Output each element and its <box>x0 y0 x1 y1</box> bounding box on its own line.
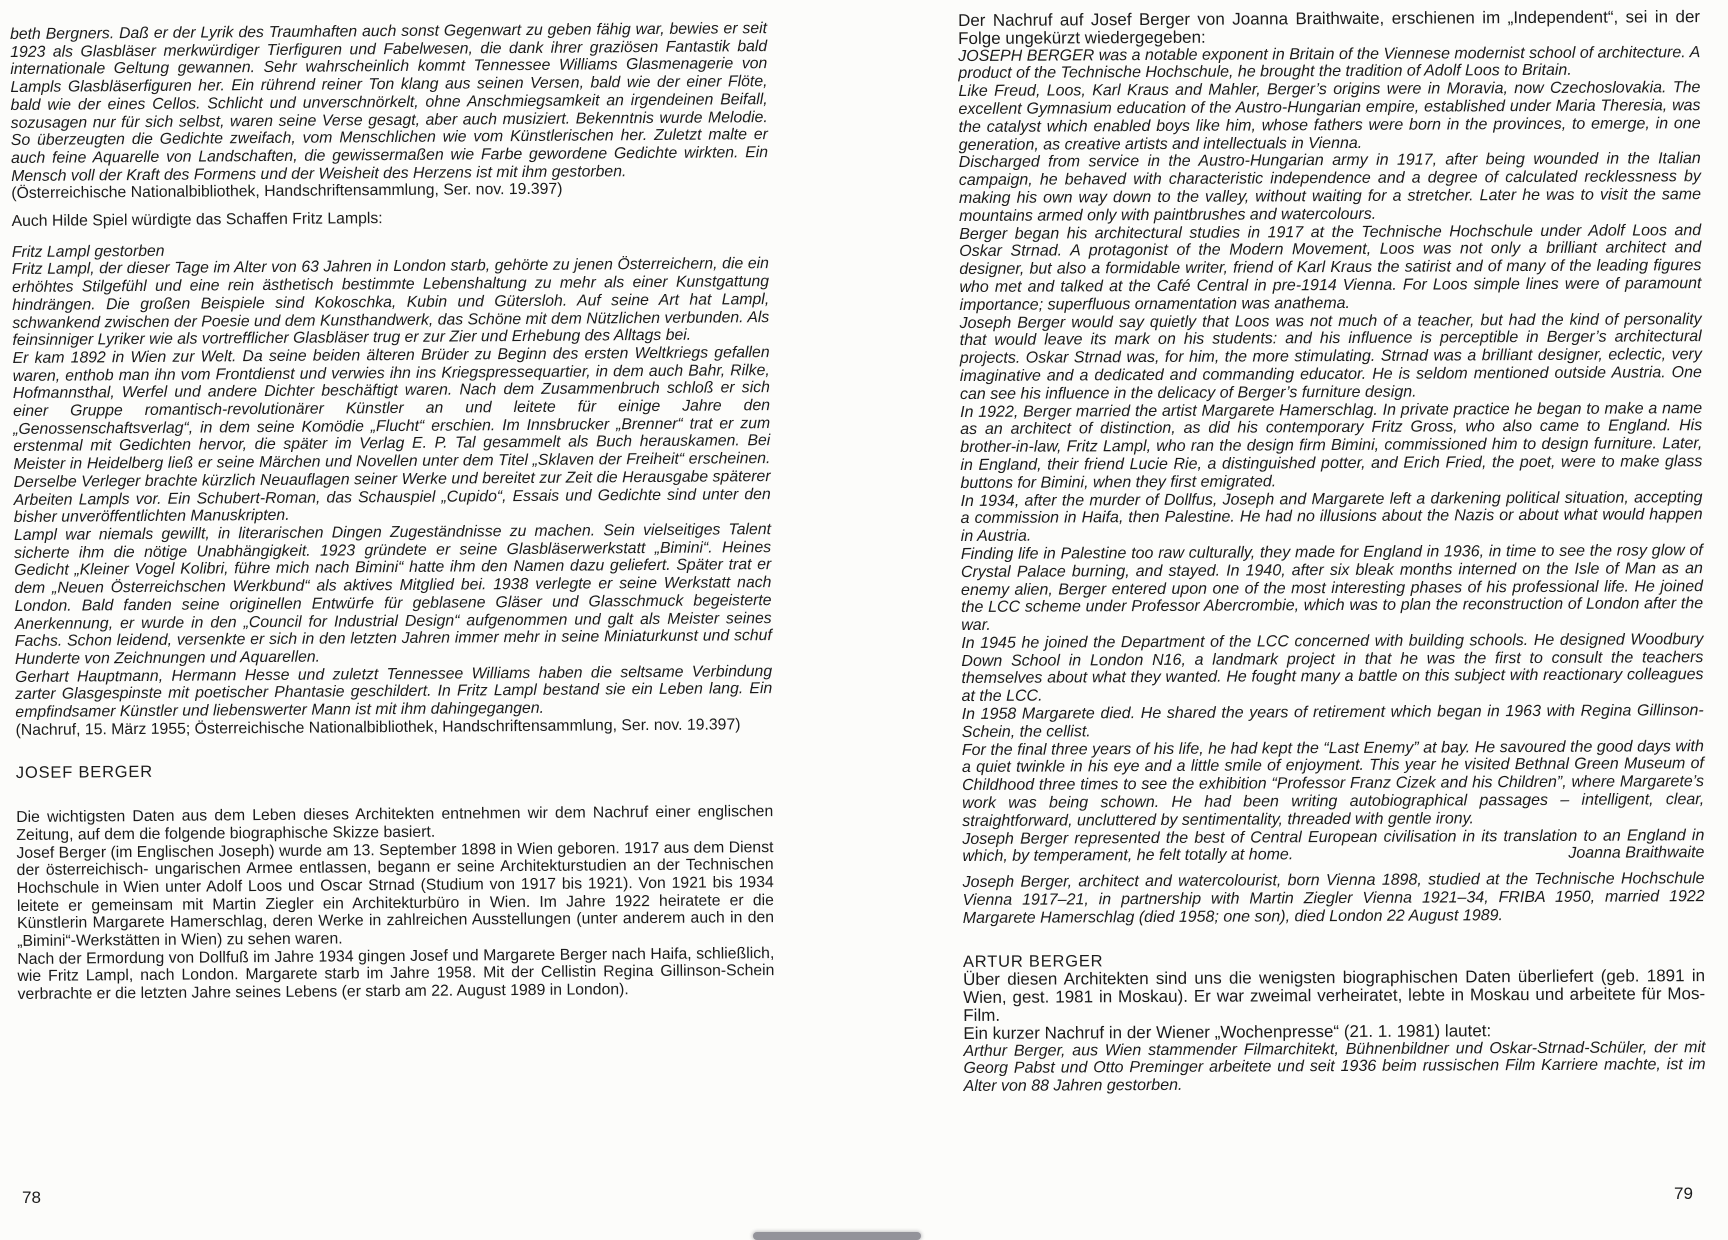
lampl-obituary-paragraph: Gerhart Hauptmann, Hermann Hesse und zuletzt Tennessee Williams haben die seltsame Verbindung zarter Glasgespinste mit poetischer Phantasie geschildert. In Fritz Lampl bestand sie ein Leben lang. Ein empfindsamer Künstler und liebenswerter Mann ist mit ihm dahingegangen. <box>15 662 773 721</box>
berger-obituary-paragraph: In 1922, Berger married the artist Margarete Hamerschlag. In private practice he began to make a name as an architect of distinction, as did his contemporary Fritz Gross, who also came to England. His brother-in-law, Fritz Lampl, who ran the design firm Bimini, commissioned him to design furniture. Later, in England, their friend Lucie Rie, a distinguished potter, and Erich Fried, the poet, were to make glass buttons for Bimini, when they first emigrated. <box>960 399 1703 492</box>
berger-bio-note: Joseph Berger, architect and watercolourist, born Vienna 1898, studied at the Technische Hochschule Vienna 1917–21, in partnership with Martin Ziegler Vienna 1921–34, FRIBA 1950, married 1922 Margarete Hamerschlag (died 1958; one son), died London 22 August 1989. <box>962 870 1705 927</box>
berger-obituary-paragraph: JOSEPH BERGER was a notable exponent in Britain of the Viennese modernist school of architecture. A product of the Technische Hochschule, he brought the tradition of Adolf Loos to Britain. <box>958 43 1701 83</box>
lampl-appreciation-paragraph: beth Bergners. Daß er der Lyrik des Traumhaften auch sonst Gegenwart zu geben fähig war, bewies er seit 1923 als Glasbläser merkwürdiger Tierfiguren und Fabelwesen, die dank ihrer graziösen Fantastik bald internationale Geltung gewannen. Sehr wahrscheinlich kommt Tennessee Williams Glasmenagerie von Lampls Glasbläserfiguren her. Ein rührend reiner Ton klang aus seinen Versen, bald wie der einer Flöte, bald wie der eines Cellos. Schlicht und unverschnörkelt, ohne Anschmiegsamkeit an irgendeinen Beifall, sozusagen nur für sich selbst, waren seine Verse gesagt, aber auch musiziert. Bekenntnis wurde Melodie. So überzeugten die Gedichte zweifach, vom Menschlichen wie vom Künstlerischen her. Zuletzt malte er auch feine Aquarelle von Landschaften, die gewissermaßen wie Farbe gewordene Gedichte wirkten. Ein Mensch voll der Kraft des Formens und der Weisheit des Herzens ist mit ihm gestorben. <box>10 20 769 185</box>
hilde-spiel-line: Auch Hilde Spiel würdigte das Schaffen Fritz Lampls: <box>11 210 383 231</box>
berger-obituary-paragraph: Finding life in Palestine too raw culturally, they made for England in 1936, in time to see the rosy glow of Crystal Palace burning, and stayed. In 1940, after six bleak months interned on the Isle of Man as an enemy alien, Berger entered upon one of the most interesting phases of his professional life. He joined the LCC scheme under Professor Abercrombie, which was to plan the reconstruction of London after the war. <box>960 542 1704 635</box>
berger-obituary-paragraph: Berger began his architectural studies in 1917 at the Technische Hochschule under Adolf Loos and Oskar Strnad. A protagonist of the Modern Movement, Loos was not only a brilliant architect and designer, but also a formidable writer, friend of Karl Kraus the satirist and of many of the leading figures who met and talked at the Café Central in pre-1914 Vienna. For Loos simple lines were of paramount importance; superfluous ornamentation was anathema. <box>959 221 1702 314</box>
josef-berger-paragraph: Josef Berger (im Englischen Joseph) wurde am 13. September 1898 in Wien geboren. 1917 aus dem Dienst der österreichisch- ungarischen Armee entlassen, begann er seine Architekturstudien an der Technischen Hochschule in Wien unter Adolf Loos und Oscar Strnad (Studium von 1917 bis 1921). Von 1921 bis 1934 leitete er gemeinsam mit Martin Ziegler ein Architekturbüro in Wien. Im Jahre 1922 heiratete er die Künstlerin Margarete Hamerschlag, deren Werke in zahlreichen Ausstellungen (unter anderem auch in den „Bimini“-Werkstätten in Wien) zu sehen waren. <box>16 838 775 951</box>
berger-obituary-paragraph: Joseph Berger represented the best of Central European civilisation in its translation to an England in which, by temperament, he felt totally at home. <box>962 826 1705 866</box>
lampl-obituary-paragraph: Lampl war niemals gewillt, in literarischen Dingen Zugeständnisse zu machen. Sein vielseitiges Talent sicherte ihm die nötige Unabhängigkeit. 1923 gründete er seine Glasbläserwerkstatt „Bimini“. Heines Gedicht „Kleiner Vogel Kolibri, führe mich nach Bimini“ hatte ihm den Namen dazu geliefert. Später trat er dem „Neuen Österreichschen Werkbund“ als aktives Mitglied bei. 1938 verlegte er seine Werkstatt nach London. Bald fanden seine originellen Entwürfe für geblasene Gläser und Glasschmuck begeisterte Anerkennung, er wurde in den „Council for Industrial Design“ aufgenommen und galt als Meister seines Fachs. Schon leidend, versenkte er sich in den letzten Jahren immer mehr in seine Miniaturkunst und schuf Hunderte von Zeichnungen und Aquarellen. <box>13 521 772 668</box>
berger-obituary-paragraph: For the final three years of his life, he had kept the “Last Enemy” at bay. He savoured the good days with a quiet twinkle in his eye and a little smile of enjoyment. This year he visited Bethnal Green Museum of Childhood three times to see the exhibition “Professor Franz Cizek and his Children”, where Margarete’s work was being schown. He had been writing autobiographical passages – intelligent, clear, straightforward, uncluttered by sentimentality, threaded with gentle irony. <box>961 737 1705 830</box>
spacer <box>963 924 1705 954</box>
josef-berger-heading: JOSEF BERGER <box>15 763 153 783</box>
josef-berger-paragraph: Nach der Ermordung von Dollfuß im Jahre 1934 gingen Josef und Margarete Berger nach Haifa, schließlich, wie Fritz Lampl, nach London. Margarete starb im Jahre 1958. Mit der Cellistin Regina Gillinson-Schein verbrachte er die letzten Jahre seines Lebens (er starb am 22. August 1989 in London). <box>17 944 775 1004</box>
artur-berger-heading: ARTUR BERGER <box>962 951 1104 971</box>
source-citation-1: (Österreichische Nationalbibliothek, Handschriftensammlung, Ser. nov. 19.397) <box>11 180 563 203</box>
artur-berger-paragraph: Ein kurzer Nachruf in der Wiener „Wochenpresse“ (21. 1. 1981) lautet: <box>963 1021 1492 1043</box>
scan-artifact-bar <box>753 1232 921 1240</box>
berger-obituary-paragraph: In 1934, after the murder of Dollfus, Joseph and Margarete left a darkening political situation, accepting a commission in Haifa, then Palestine. He had no illusions about the Nazis or about what would happen in Austria. <box>960 488 1703 546</box>
source-citation-2: (Nachruf, 15. März 1955; Österreichische Nationalbibliothek, Handschriftensammlung, Ser. nov. 19.397) <box>15 716 741 739</box>
page-number-79: 79 <box>1674 1184 1693 1203</box>
page-78-column <box>10 20 775 1004</box>
independent-intro-paragraph: Der Nachruf auf Josef Berger von Joanna Braithwaite, erschienen im „Independent“, sei in der Folge ungekürzt wiedergegeben: <box>957 7 1701 48</box>
berger-obituary-paragraph: Joseph Berger would say quietly that Loos was not much of a teacher, but had the kind of personality that would leave its mark on his students: and his influence is perceptible in Berger’s architectural projects. Oskar Strnad was, for him, the more stimulating. Strnad was a brilliant designer, eclectic, very imaginative and a dedicated and commanding educator. He is seldom mentioned outside Austria. One can see his influence in the delicacy of Berger’s furniture design. <box>959 310 1702 403</box>
page-79-column <box>958 8 1706 1096</box>
berger-obituary-paragraph: In 1945 he joined the Department of the LCC concerned with building schools. He designed Woodbury Down School in London N16, a landmark project in that he was the first to consult the teachers themselves about what they wanted. He fought many a battle on this subject with reactionary colleagues at the LCC. <box>961 630 1704 706</box>
lampl-obituary-title: Fritz Lampl gestorben <box>11 242 165 261</box>
lampl-obituary-paragraph: Fritz Lampl, der dieser Tage im Alter von 63 Jahren in London starb, gehörte zu jenen Österreichern, die ein erhöhtes Stilgefühl und eine rein ästhetisch bestimmte Lebenshaltung zu mehr als einer Kunstgattung hindrängen. Die großen Beispiele sind Kokoschka, Kubin und Gütersloh. Auf seine Art hat Lampl, schwankend zwischen der Poesie und dem Kunsthandwerk, das Schöne mit dem Nützlichen verbunden. Als feinsinniger Lyriker wie als vortrefflicher Glasbläser trug er zur Zier und Erhebung des Alltags bei. <box>11 255 770 350</box>
page-number-78: 78 <box>22 1188 41 1207</box>
lampl-obituary-paragraph: Er kam 1892 in Wien zur Welt. Da seine beiden älteren Brüder zu Beginn des ersten Weltkriegs gefallen waren, enthob man ihn vom Frontdienst und verwies ihn ins Kriegspressequartier, in dem auch Bahr, Rilke, Hofmannsthal, Werfel und andere Dichter beschäftigt waren. Nach dem Zusammenbruch schloß er sich einer Gruppe romantisch-revolutionärer Künstler an und leitete für einige Jahre den „Genossenschaftsverlag“, in dem seine Komödie „Flucht“ erschien. Im Innsbrucker „Brenner“ trat er zum erstenmal mit Gedichten hervor, die später im Verlag E. P. Tal gesammelt als Buch herauskamen. Bei Meister in Heidelberg ließ er seine Märchen und Novellen unter dem Titel „Sklaven der Freiheit“ erscheinen. Derselbe Verleger brachte kürzlich Neuauflagen seiner Werke und bereitet zur Zeit die Herausgabe späterer Arbeiten Lampls vor. Ein Schubert-Roman, das Schauspiel „Cupido“, Essais und Gedichte sind unter den bisher unveröffentlichten Manuskripten. <box>12 343 771 527</box>
artur-berger-paragraph: Über diesen Architekten sind uns die wenigsten biographischen Daten überliefert (geb. 1891 in Wien, gest. 1981 in Moskau). Er war zweimal verheiratet, lebte in Moskau und arbeitete für Mos- Film. <box>963 966 1706 1026</box>
wochenpresse-quote: Arthur Berger, aus Wien stammender Filmarchitekt, Bühnenbildner und Oskar-Strnad-Schüler, der mit Georg Pabst und Otto Preminger arbeitete und seit 1936 beim russischen Film Karriere machte, ist im Alter von 88 Jahren gestorben. <box>963 1038 1706 1096</box>
berger-obituary-paragraph: Like Freud, Loos, Karl Kraus and Mahler, Berger’s origins were in Moravia, now Czechoslovakia. The excellent Gymnasium education of the Austro-Hungarian empire, established under Maria Theresia, was the catalyst which enabled boys like him, whose fathers were born in the provinces, to emerge, in one generation, as creative artists and intellectuals in Vienna. <box>958 79 1701 154</box>
josef-berger-paragraph: Die wichtigsten Daten aus dem Leben dieses Architekten entnehmen wir dem Nachruf einer englischen Zeitung, auf dem die folgende biographische Skizze basiert. <box>16 803 774 844</box>
berger-obituary-paragraph: Discharged from service in the Austro-Hungarian army in 1917, after being wounded in the Italian campaign, he behaved with characteristic independence and a degree of calculated recklessness by making his own way down to the valley, without waiting for a stretcher. Later he was to visit the same mountains armed only with paintbrushes and watercolours. <box>958 150 1702 225</box>
obituary-signature: Joanna Braithwaite <box>1568 844 1705 863</box>
berger-obituary-paragraph: In 1958 Margarete died. He shared the years of retirement which began in 1963 with Regina Gillinson-Schein, the cellist. <box>961 702 1704 741</box>
